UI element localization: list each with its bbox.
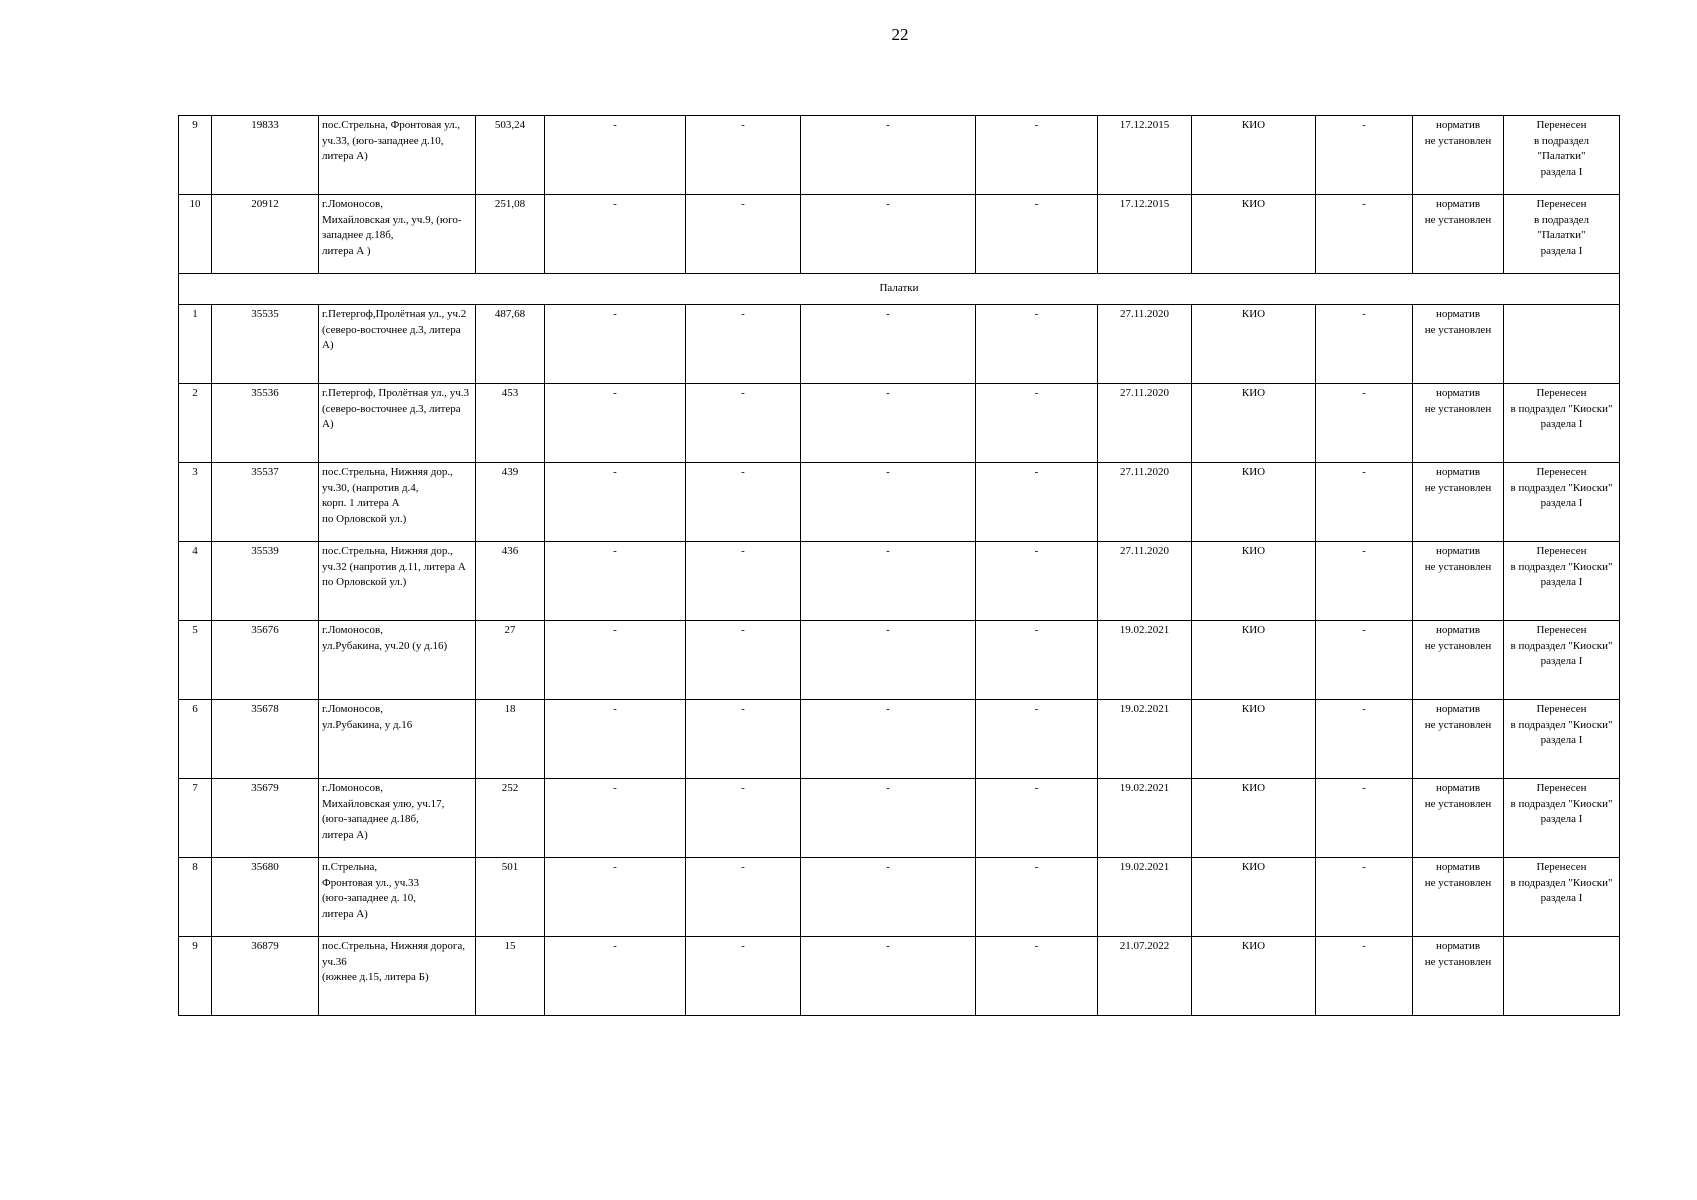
- table-row: [179, 116, 1620, 195]
- dash-cell: -: [1316, 937, 1413, 1016]
- id-cell: 35679: [212, 779, 319, 858]
- dash-cell: -: [801, 195, 976, 274]
- dash-cell: -: [801, 384, 976, 463]
- dash-cell: -: [976, 463, 1098, 542]
- address-cell: пос.Стрельна, Фронтовая ул., уч.33, (юго-западнее д.10, литера А): [319, 116, 476, 195]
- dash-cell: -: [545, 937, 686, 1016]
- dash-cell: -: [545, 621, 686, 700]
- address-cell: г.Ломоносов, Михайловская ул., уч.9, (юго-западнее д.18б, литера А ): [319, 195, 476, 274]
- norm-cell: норматив не установлен: [1413, 542, 1504, 621]
- dash-cell: -: [1316, 858, 1413, 937]
- note-cell: Перенесен в подраздел "Киоски" раздела I: [1504, 542, 1620, 621]
- norm-cell: норматив не установлен: [1413, 463, 1504, 542]
- id-cell: 19833: [212, 116, 319, 195]
- dash-cell: -: [1316, 542, 1413, 621]
- dash-cell: -: [976, 621, 1098, 700]
- row-number-cell: 9: [179, 116, 212, 195]
- address-cell: п.Стрельна, Фронтовая ул., уч.33 (юго-западнее д. 10, литера А): [319, 858, 476, 937]
- dash-cell: -: [801, 116, 976, 195]
- row-number-cell: 7: [179, 779, 212, 858]
- row-number-cell: 2: [179, 384, 212, 463]
- dash-cell: -: [801, 305, 976, 384]
- dash-cell: -: [976, 937, 1098, 1016]
- id-cell: 35678: [212, 700, 319, 779]
- area-cell: 503,24: [476, 116, 545, 195]
- dash-cell: -: [545, 463, 686, 542]
- row-number-cell: 8: [179, 858, 212, 937]
- norm-cell: норматив не установлен: [1413, 384, 1504, 463]
- row-number-cell: 5: [179, 621, 212, 700]
- dash-cell: -: [545, 384, 686, 463]
- org-cell: КИО: [1192, 463, 1316, 542]
- note-cell: Перенесен в подраздел "Киоски" раздела I: [1504, 384, 1620, 463]
- row-number-cell: 1: [179, 305, 212, 384]
- row-number-cell: 9: [179, 937, 212, 1016]
- dash-cell: -: [801, 700, 976, 779]
- norm-cell: норматив не установлен: [1413, 700, 1504, 779]
- dash-cell: -: [976, 779, 1098, 858]
- area-cell: 251,08: [476, 195, 545, 274]
- dash-cell: -: [545, 858, 686, 937]
- address-cell: г.Петергоф,Пролётная ул., уч.2 (северо-восточнее д.3, литера А): [319, 305, 476, 384]
- area-cell: 252: [476, 779, 545, 858]
- org-cell: КИО: [1192, 700, 1316, 779]
- table-row: [179, 700, 1620, 779]
- table-row: [179, 305, 1620, 384]
- table-row: [179, 858, 1620, 937]
- dash-cell: -: [976, 542, 1098, 621]
- date-cell: 19.02.2021: [1098, 700, 1192, 779]
- area-cell: 27: [476, 621, 545, 700]
- area-cell: 18: [476, 700, 545, 779]
- id-cell: 35676: [212, 621, 319, 700]
- area-cell: 436: [476, 542, 545, 621]
- dash-cell: -: [976, 195, 1098, 274]
- page-number: 22: [891, 25, 909, 44]
- norm-cell: норматив не установлен: [1413, 116, 1504, 195]
- dash-cell: -: [686, 305, 801, 384]
- date-cell: 19.02.2021: [1098, 779, 1192, 858]
- dash-cell: -: [801, 463, 976, 542]
- dash-cell: -: [1316, 463, 1413, 542]
- org-cell: КИО: [1192, 195, 1316, 274]
- note-cell: Перенесен в подраздел "Палатки" раздела I: [1504, 116, 1620, 195]
- note-cell: Перенесен в подраздел "Киоски" раздела I: [1504, 621, 1620, 700]
- note-cell: Перенесен в подраздел "Палатки" раздела I: [1504, 195, 1620, 274]
- section-header: [179, 274, 1620, 305]
- table-body-top: [179, 116, 1620, 274]
- dash-cell: -: [545, 700, 686, 779]
- org-cell: КИО: [1192, 305, 1316, 384]
- area-cell: 453: [476, 384, 545, 463]
- table-body-bottom: [179, 305, 1620, 1016]
- table-row: [179, 621, 1620, 700]
- dash-cell: -: [686, 542, 801, 621]
- org-cell: КИО: [1192, 116, 1316, 195]
- dash-cell: -: [1316, 195, 1413, 274]
- date-cell: 27.11.2020: [1098, 463, 1192, 542]
- dash-cell: -: [1316, 700, 1413, 779]
- address-cell: пос.Стрельна, Нижняя дор., уч.32 (напротив д.11, литера А по Орловской ул.): [319, 542, 476, 621]
- registry-table: [178, 115, 1620, 1016]
- dash-cell: -: [801, 937, 976, 1016]
- dash-cell: -: [686, 195, 801, 274]
- area-cell: 15: [476, 937, 545, 1016]
- row-number-cell: 10: [179, 195, 212, 274]
- date-cell: 17.12.2015: [1098, 195, 1192, 274]
- id-cell: 35537: [212, 463, 319, 542]
- dash-cell: -: [801, 542, 976, 621]
- date-cell: 21.07.2022: [1098, 937, 1192, 1016]
- id-cell: 36879: [212, 937, 319, 1016]
- id-cell: 35539: [212, 542, 319, 621]
- table-row: [179, 779, 1620, 858]
- date-cell: 27.11.2020: [1098, 305, 1192, 384]
- address-cell: г.Ломоносов, Михайловская улю, уч.17, (юго-западнее д.18б, литера А): [319, 779, 476, 858]
- dash-cell: -: [1316, 305, 1413, 384]
- dash-cell: -: [686, 463, 801, 542]
- dash-cell: -: [686, 700, 801, 779]
- dash-cell: -: [686, 384, 801, 463]
- dash-cell: -: [801, 858, 976, 937]
- dash-cell: -: [686, 779, 801, 858]
- date-cell: 27.11.2020: [1098, 384, 1192, 463]
- table-row: [179, 542, 1620, 621]
- norm-cell: норматив не установлен: [1413, 937, 1504, 1016]
- dash-cell: -: [1316, 116, 1413, 195]
- table-row: [179, 384, 1620, 463]
- dash-cell: -: [545, 116, 686, 195]
- note-cell: Перенесен в подраздел "Киоски" раздела I: [1504, 463, 1620, 542]
- address-cell: г.Петергоф, Пролётная ул., уч.3 (северо-восточнее д.3, литера А): [319, 384, 476, 463]
- dash-cell: -: [976, 384, 1098, 463]
- dash-cell: -: [686, 116, 801, 195]
- note-cell: Перенесен в подраздел "Киоски" раздела I: [1504, 700, 1620, 779]
- table-row: [179, 463, 1620, 542]
- note-cell: Перенесен в подраздел "Киоски" раздела I: [1504, 779, 1620, 858]
- table-row: [179, 195, 1620, 274]
- norm-cell: норматив не установлен: [1413, 305, 1504, 384]
- norm-cell: норматив не установлен: [1413, 779, 1504, 858]
- address-cell: г.Ломоносов, ул.Рубакина, уч.20 (у д.16): [319, 621, 476, 700]
- note-cell: Перенесен в подраздел "Киоски" раздела I: [1504, 858, 1620, 937]
- area-cell: 487,68: [476, 305, 545, 384]
- date-cell: 17.12.2015: [1098, 116, 1192, 195]
- dash-cell: -: [686, 937, 801, 1016]
- dash-cell: -: [545, 542, 686, 621]
- dash-cell: -: [976, 858, 1098, 937]
- area-cell: 501: [476, 858, 545, 937]
- row-number-cell: 4: [179, 542, 212, 621]
- dash-cell: -: [976, 116, 1098, 195]
- note-cell: [1504, 305, 1620, 384]
- dash-cell: -: [976, 700, 1098, 779]
- norm-cell: норматив не установлен: [1413, 195, 1504, 274]
- area-cell: 439: [476, 463, 545, 542]
- dash-cell: -: [686, 858, 801, 937]
- row-number-cell: 6: [179, 700, 212, 779]
- date-cell: 27.11.2020: [1098, 542, 1192, 621]
- org-cell: КИО: [1192, 384, 1316, 463]
- id-cell: 20912: [212, 195, 319, 274]
- dash-cell: -: [545, 779, 686, 858]
- norm-cell: норматив не установлен: [1413, 858, 1504, 937]
- dash-cell: -: [545, 195, 686, 274]
- id-cell: 35680: [212, 858, 319, 937]
- org-cell: КИО: [1192, 779, 1316, 858]
- table-row: [179, 937, 1620, 1016]
- section-title: Палатки: [179, 274, 1620, 305]
- norm-cell: норматив не установлен: [1413, 621, 1504, 700]
- note-cell: [1504, 937, 1620, 1016]
- dash-cell: -: [1316, 621, 1413, 700]
- date-cell: 19.02.2021: [1098, 621, 1192, 700]
- date-cell: 19.02.2021: [1098, 858, 1192, 937]
- id-cell: 35536: [212, 384, 319, 463]
- dash-cell: -: [801, 779, 976, 858]
- dash-cell: -: [801, 621, 976, 700]
- org-cell: КИО: [1192, 858, 1316, 937]
- section-row: [179, 274, 1620, 305]
- address-cell: г.Ломоносов, ул.Рубакина, у д.16: [319, 700, 476, 779]
- org-cell: КИО: [1192, 937, 1316, 1016]
- dash-cell: -: [1316, 384, 1413, 463]
- dash-cell: -: [686, 621, 801, 700]
- id-cell: 35535: [212, 305, 319, 384]
- dash-cell: -: [545, 305, 686, 384]
- row-number-cell: 3: [179, 463, 212, 542]
- dash-cell: -: [1316, 779, 1413, 858]
- org-cell: КИО: [1192, 621, 1316, 700]
- org-cell: КИО: [1192, 542, 1316, 621]
- address-cell: пос.Стрельна, Нижняя дорога, уч.36 (южнее д.15, литера Б): [319, 937, 476, 1016]
- dash-cell: -: [976, 305, 1098, 384]
- address-cell: пос.Стрельна, Нижняя дор., уч.30, (напротив д.4, корп. 1 литера А по Орловской ул.): [319, 463, 476, 542]
